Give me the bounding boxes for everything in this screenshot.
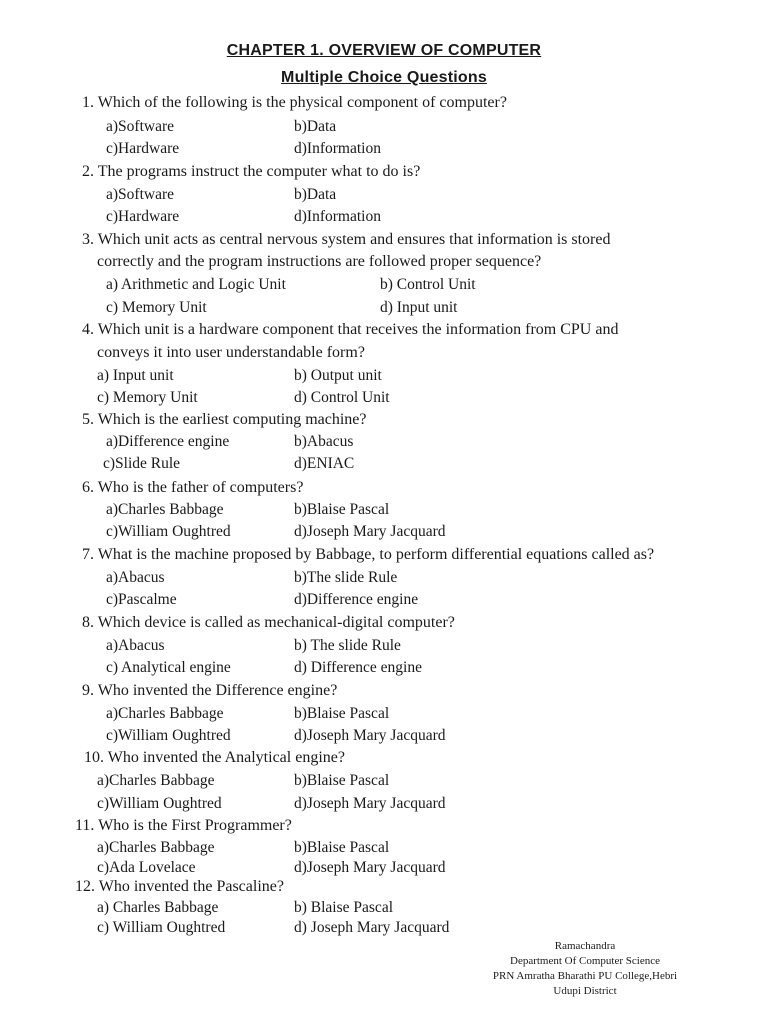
option-8b: b) The slide Rule [294, 637, 401, 654]
option-4d: d) Control Unit [294, 389, 390, 406]
option-2c: c)Hardware [106, 208, 180, 225]
option-8a: a)Abacus [106, 637, 165, 654]
option-12a: a) Charles Babbage [97, 899, 219, 916]
question-9: 9. Who invented the Difference engine? [82, 682, 338, 699]
footer-department: Department Of Computer Science [510, 955, 660, 967]
option-5b: b)Abacus [294, 433, 354, 450]
option-1c: c)Hardware [106, 140, 180, 157]
option-1d: d)Information [294, 140, 381, 157]
option-12c: c) William Oughtred [97, 919, 226, 936]
option-2d: d)Information [294, 208, 381, 225]
option-4b: b) Output unit [294, 367, 382, 384]
footer-district: Udupi District [553, 985, 617, 997]
option-11c: c)Ada Lovelace [97, 859, 196, 876]
option-1b: b)Data [294, 118, 337, 135]
option-9b: b)Blaise Pascal [294, 705, 390, 722]
option-7c: c)Pascalme [106, 591, 177, 608]
option-12b: b) Blaise Pascal [294, 899, 394, 916]
chapter-title: CHAPTER 1. OVERVIEW OF COMPUTER [226, 42, 542, 59]
footer-college: PRN Amratha Bharathi PU College,Hebri [492, 970, 678, 982]
option-8d: d) Difference engine [294, 659, 422, 676]
question-3-line-2: correctly and the program instructions are followed proper sequence? [97, 253, 542, 270]
question-4-line-2: conveys it into user understandable form? [97, 344, 365, 361]
option-9d: d)Joseph Mary Jacquard [294, 727, 446, 744]
option-11d: d)Joseph Mary Jacquard [294, 859, 446, 876]
question-8: 8. Which device is called as mechanical-digital computer? [82, 614, 455, 631]
option-1a: a)Software [106, 118, 174, 135]
question-10: 10. Who invented the Analytical engine? [84, 749, 345, 766]
option-4c: c) Memory Unit [97, 389, 198, 406]
question-7: 7. What is the machine proposed by Babbage, to perform differential equations called as? [82, 546, 655, 563]
option-7d: d)Difference engine [294, 591, 419, 608]
option-10c: c)William Oughtred [97, 795, 222, 812]
option-6c: c)William Oughtred [106, 523, 231, 540]
question-4-line-1: 4. Which unit is a hardware component that receives the information from CPU and [82, 321, 619, 338]
option-2a: a)Software [106, 186, 174, 203]
option-3a: a) Arithmetic and Logic Unit [106, 276, 286, 293]
option-6d: d)Joseph Mary Jacquard [294, 523, 446, 540]
question-12: 12. Who invented the Pascaline? [75, 878, 284, 895]
option-12d: d) Joseph Mary Jacquard [294, 919, 450, 936]
question-1: 1. Which of the following is the physical component of computer? [82, 94, 507, 111]
question-2: 2. The programs instruct the computer what to do is? [82, 163, 421, 180]
option-11b: b)Blaise Pascal [294, 839, 390, 856]
question-5: 5. Which is the earliest computing machine? [82, 411, 367, 428]
option-6a: a)Charles Babbage [106, 501, 224, 518]
option-8c: c) Analytical engine [106, 659, 231, 676]
option-5d: d)ENIAC [294, 455, 355, 472]
option-2b: b)Data [294, 186, 337, 203]
section-subtitle: Multiple Choice Questions [281, 69, 487, 86]
option-4a: a) Input unit [97, 367, 174, 384]
option-10b: b)Blaise Pascal [294, 772, 390, 789]
option-7b: b)The slide Rule [294, 569, 398, 586]
question-11: 11. Who is the First Programmer? [75, 817, 292, 834]
option-7a: a)Abacus [106, 569, 165, 586]
option-10d: d)Joseph Mary Jacquard [294, 795, 446, 812]
option-3b: b) Control Unit [380, 276, 476, 293]
option-11a: a)Charles Babbage [97, 839, 215, 856]
question-6: 6. Who is the father of computers? [82, 479, 304, 496]
option-9a: a)Charles Babbage [106, 705, 224, 722]
option-5c: c)Slide Rule [103, 455, 181, 472]
option-5a: a)Difference engine [106, 433, 230, 450]
option-10a: a)Charles Babbage [97, 772, 215, 789]
option-9c: c)William Oughtred [106, 727, 231, 744]
option-6b: b)Blaise Pascal [294, 501, 390, 518]
question-3-line-1: 3. Which unit acts as central nervous system and ensures that information is stored [82, 231, 611, 248]
option-3d: d) Input unit [380, 299, 458, 316]
footer-author: Ramachandra [554, 940, 616, 952]
option-3c: c) Memory Unit [106, 299, 207, 316]
